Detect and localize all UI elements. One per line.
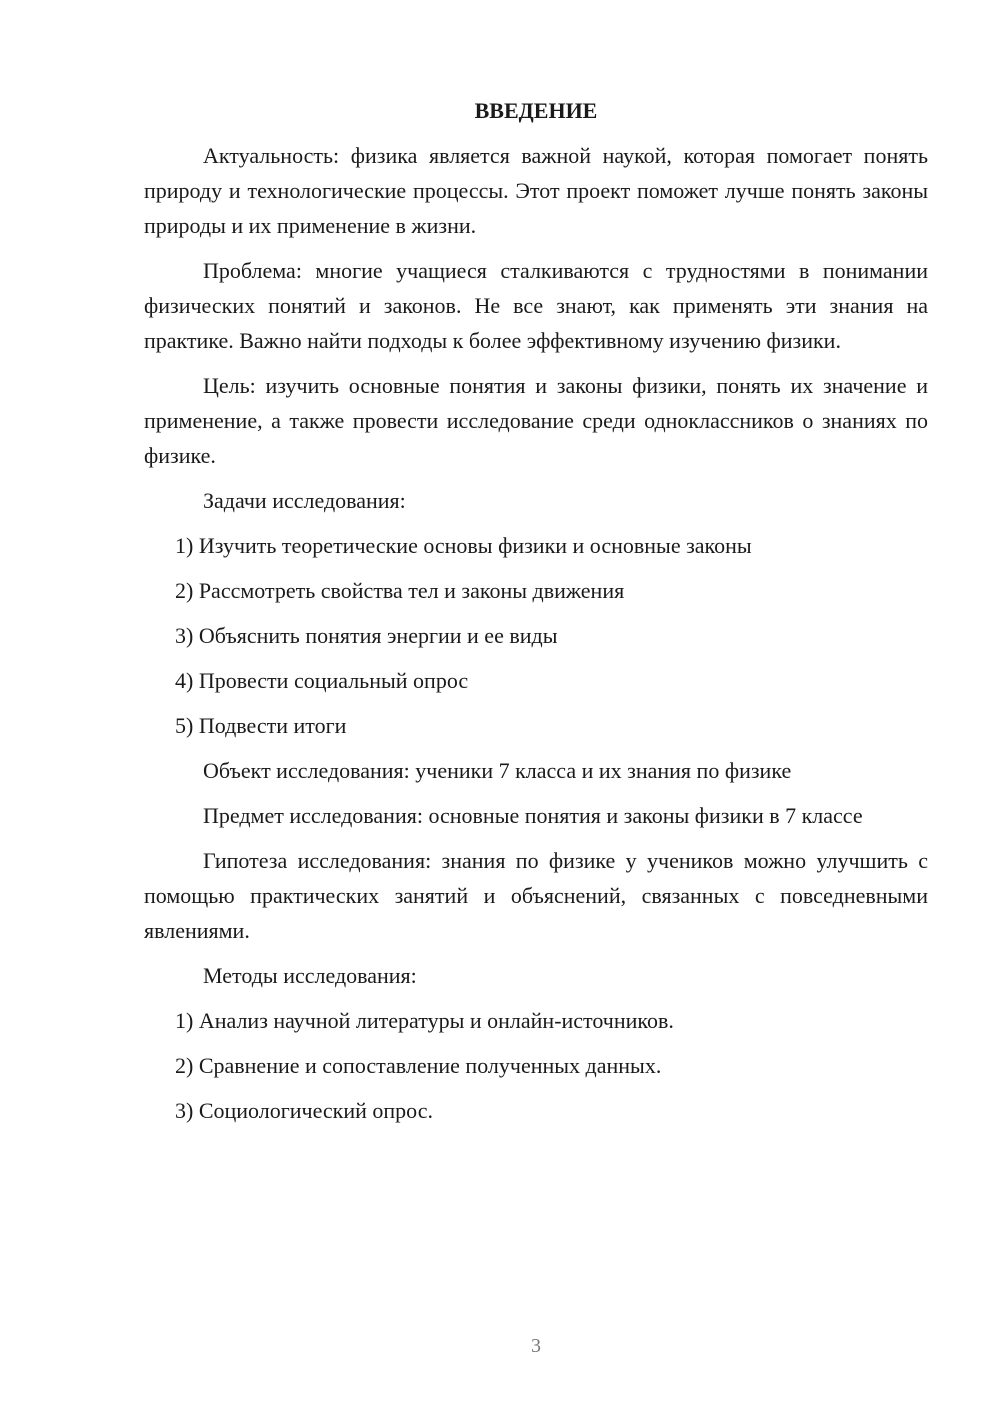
object-paragraph: Объект исследования: ученики 7 класса и их знания по физике bbox=[203, 758, 792, 783]
list-item: 5) Подвести итоги bbox=[175, 713, 347, 738]
problem-paragraph: Проблема: многие учащиеся сталкиваются с трудностями в понимании физических понятий и законов. Не все знают, как применять эти знания на практике. Важно найти подходы к более эффективному изучению физики. bbox=[144, 258, 928, 353]
tasks-heading: Задачи исследования: bbox=[203, 488, 406, 513]
list-item: 4) Провести социальный опрос bbox=[175, 668, 469, 693]
page-content bbox=[144, 95, 928, 1138]
subject-paragraph: Предмет исследования: основные понятия и законы физики в 7 классе bbox=[203, 803, 863, 828]
list-item: 1) Анализ научной литературы и онлайн-источников. bbox=[175, 1008, 674, 1033]
list-item: 2) Рассмотреть свойства тел и законы движения bbox=[175, 578, 625, 603]
goal-paragraph: Цель: изучить основные понятия и законы физики, понять их значение и применение, а также провести исследование среди одноклассников о знаниях по физике. bbox=[144, 373, 928, 468]
list-item: 3) Объяснить понятия энергии и ее виды bbox=[175, 623, 558, 648]
list-item: 1) Изучить теоретические основы физики и основные законы bbox=[175, 533, 752, 558]
methods-list bbox=[144, 1003, 928, 1128]
page-number: 3 bbox=[531, 1335, 541, 1357]
tasks-list bbox=[144, 528, 928, 743]
list-item: 2) Сравнение и сопоставление полученных данных. bbox=[175, 1053, 662, 1078]
hypothesis-paragraph: Гипотеза исследования: знания по физике у учеников можно улучшить с помощью практических занятий и объяснений, связанных с повседневными явлениями. bbox=[144, 848, 928, 943]
methods-heading: Методы исследования: bbox=[203, 963, 417, 988]
list-item: 3) Социологический опрос. bbox=[175, 1098, 433, 1123]
section-title: ВВЕДЕНИЕ bbox=[474, 98, 598, 123]
relevance-paragraph: Актуальность: физика является важной наукой, которая помогает понять природу и технологические процессы. Этот проект поможет лучше понять законы природы и их применение в жизни. bbox=[144, 143, 928, 238]
